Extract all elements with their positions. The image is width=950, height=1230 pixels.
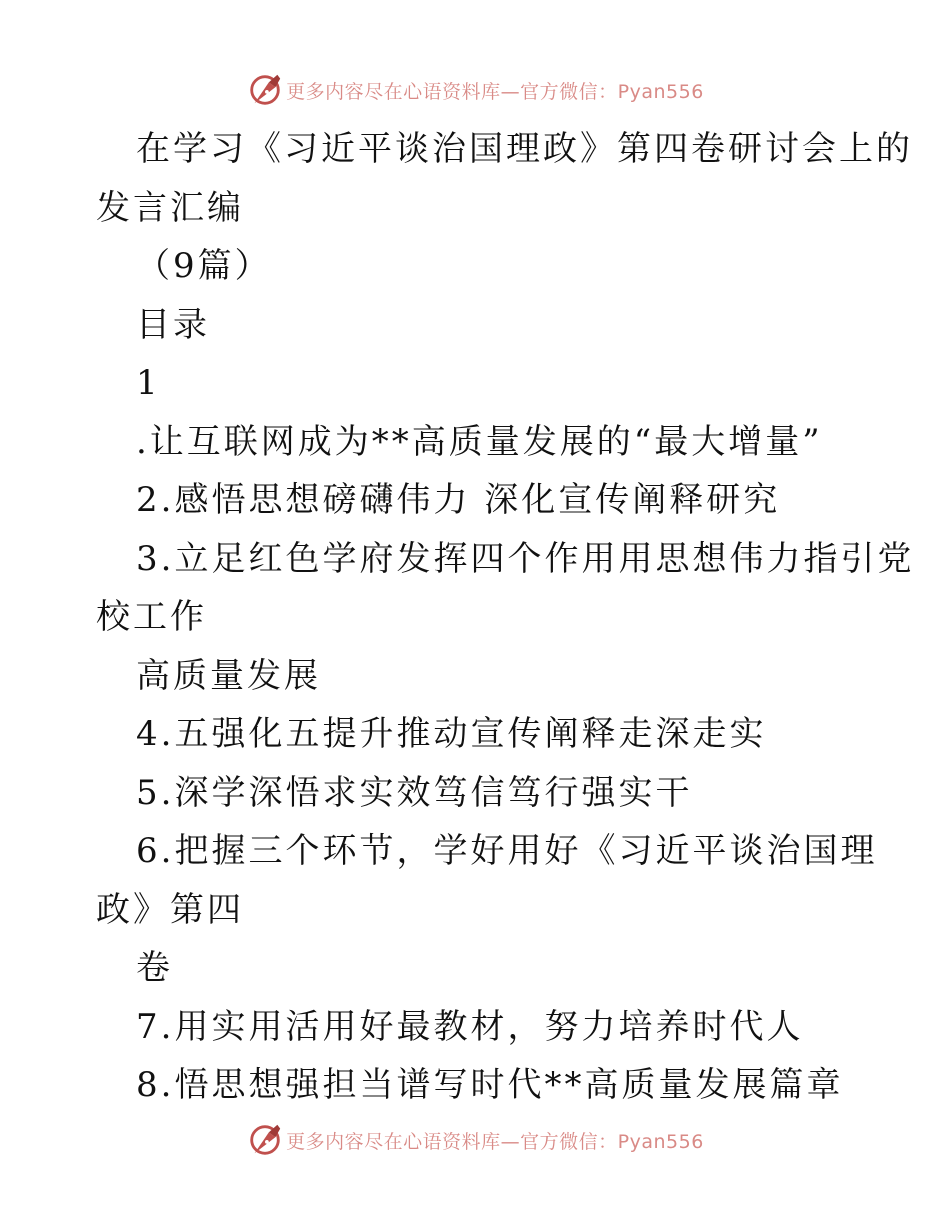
document-line: 8.悟思想强担当谱写时代**高质量发展篇章 <box>136 1065 844 1105</box>
document-line: 发言汇编 <box>96 187 244 228</box>
document-line: 1 <box>136 363 161 403</box>
document-line: 6.把握三个环节，学好用好《习近平谈治国理 <box>136 831 878 871</box>
watermark-text: 更多内容尽在心语资料库—官方微信：Pyan556 <box>286 80 704 103</box>
document-line: 7.用实用活用好最教材，努力培养时代人 <box>136 1006 804 1047</box>
document-line: 在学习《习近平谈治国理政》第四卷研讨会上的 <box>136 129 913 169</box>
document-line: .让互联网成为**高质量发展的“最大增量” <box>136 421 823 462</box>
pen-nib-logo-icon <box>246 1121 284 1159</box>
watermark-text: 更多内容尽在心语资料库—官方微信：Pyan556 <box>286 1130 704 1153</box>
document-line: 校工作 <box>96 597 207 637</box>
document-line: 4.五强化五提升推动宣传阐释走深走实 <box>136 714 767 754</box>
document-line: 目录 <box>136 304 210 345</box>
document-line: 2.感悟思想磅礴伟力 深化宣传阐释研究 <box>136 480 781 520</box>
watermark-header <box>0 70 950 110</box>
document-line: 高质量发展 <box>136 655 321 696</box>
document-line: 5.深学深悟求实效笃信笃行强实干 <box>136 772 693 813</box>
document-line: 政》第四 <box>96 889 244 930</box>
document-line: 3.立足红色学府发挥四个作用用思想伟力指引党 <box>136 538 915 579</box>
document-line: 卷 <box>136 948 173 988</box>
document-line: （9篇） <box>136 246 272 286</box>
document-body <box>96 120 915 1115</box>
watermark-footer <box>0 1120 950 1160</box>
pen-nib-logo-icon <box>246 71 284 109</box>
